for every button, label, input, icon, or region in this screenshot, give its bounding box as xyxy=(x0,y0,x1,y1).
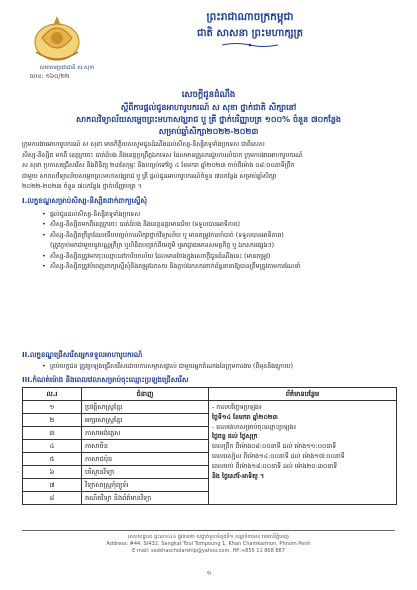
intro-line: ២០២២-២០២៣ ចំនួន ៧០កន្លែង ថ្នាក់បរិញ្ញាបត្រ ។ xyxy=(22,183,142,191)
schedule-table xyxy=(22,387,397,505)
list-item: • សិស្ស-និស្សិតក្រីក្រដែលទើបបញ្ចប់ការសិក្សាថ្នាក់វិទ្យាល័យ ឬ មានតម្រូវការចាំបាច់ (ទទួលបានអាទិភាព) xyxy=(42,231,284,239)
organization-logo-icon xyxy=(30,8,84,66)
notice-subtitle-1: ស្តីពីការផ្តល់ជូនអាហារូបករណ៍ ស សុខា ថ្នាក់ជាតិ សិក្សានៅ xyxy=(120,103,297,112)
reference-number: លេខ: ១៦០/២២ xyxy=(30,73,70,80)
footer-contact: E-mail: ssokhascholarship@yahoo.com, HP:+855 11 868 887 xyxy=(132,548,285,554)
notice-subtitle-2: សាកលវិទ្យាល័យសម្តេចព្រះមហាសង្ឃរាជ បួ គ្រី ថ្នាក់បរិញ្ញាបត្រ ១០០% ចំនួន ៧០កន្លែង xyxy=(76,115,341,124)
page-number: ១ xyxy=(206,570,212,577)
organization-name: សមាគមប្រជាជាតិ ស សុខា xyxy=(39,65,95,71)
column-header: ព័ត៌មានបន្ថែម xyxy=(209,388,397,401)
intro-line: សិស្ស-និស្សិត មកពី ខេត្តក្រចេះ បាត់ដំបង និងខេត្តប្រព្រឹត្តឯកទេស ដែលមានគ្រួសារជួបការលំបាក ក្រុមការងារអាហារូបករណ៍ xyxy=(22,151,303,159)
table-row: ៧ វិទ្យាសាស្ត្រកុំព្យូទ័រ xyxy=(23,479,397,492)
column-header: ល.រ xyxy=(23,388,82,401)
kingdom-heading: ព្រះរាជាណាចក្រកម្ពុជា xyxy=(206,11,294,23)
list-item: • សិស្ស-និស្សិតមកពីខេត្តក្រចេះ បាត់ដំបង និងខេត្តឧត្តរមានជ័យ (ទទួលបានអាទិភាព) xyxy=(42,221,241,229)
table-row: ៣ ភាសាអង់គ្លេស xyxy=(23,427,397,440)
intro-line: ស សុខា ប្រកាសជ្រើសរើស និងពិនិត្យ ២៣ខែកុម្ភៈ និងបញ្ចប់ទៅថ្ងៃ ៤ ខែមករា ឆ្នាំ២០២៣ ចាប់ពីម៉ោង ០៨:០០នាទីព្រឹក xyxy=(22,162,295,170)
table-row: ១ ប្រវត្តិសាស្ត្រខ្មែរ - កាលបរិច្ឆេទប្រឡង៖ ថ្ងៃទី១៤ ខែមករា ឆ្នាំ២០២៣ - ពេលវេលាសម្រាប់ចុះឈ្មោះប្រឡង៖ ថ្ងៃចន្ទ ដល់ ថ្ងៃសុក្រ ពេលព្រឹក ពីម៉ោង០៨:០០នាទី ដល់ ម៉ោង១១:០០នាទី ពេលរសៀល ពីម៉ោង១៤:០០នាទី ដល់ ម៉ោង១៧:០០នាទី ពេលយប់ ពីម៉ោង១៨:០០នាទី ដល់ ម៉ោង២០:៣០នាទី និង ថ្ងៃសៅរ៍-អាទិត្យ ។ xyxy=(23,401,397,414)
table-header-row xyxy=(23,388,397,401)
list-item: (ត្រូវភ្ជាប់មកជាមួយនូវបណ្ណក្រីក្រ ឬលិខិតបញ្ជាក់ពីមេភូមិ ឬអាជ្ញាធរមានសមត្ថកិច្ច ឬ ឯកសារផ្សេងៗ) xyxy=(50,242,275,250)
notice-subtitle-3: សម្រាប់ឆ្នាំសិក្សា២០២២-២០២៣ xyxy=(158,127,259,136)
selection-list xyxy=(42,362,394,372)
criteria-list xyxy=(42,210,394,272)
section-heading-schedule: III.កំណត់ម៉ោង និងពេលវេលាសម្រាប់ចុះឈ្មោះប្រឡងជ្រើសរើស xyxy=(22,376,189,384)
list-item: • គ្រប់បេក្ខជន ត្រូវប្រឡងជ្រើសរើសដោយការសម្ភាសផ្ទាល់ ជាមួយអ្នកតំណាងនៃក្រុមការងារ (ពីមុននិងក្រោយ) xyxy=(42,363,294,370)
notice-title: សេចក្តីជូនដំណឹង xyxy=(181,90,236,100)
list-item: • សិស្ស-និស្សិតត្រូវបំពេញពាក្យស្នើសុំនិងតម្រូវឯកសារ និងភ្ជាប់ឯកសារពាក់ព័ន្ធនានាឱ្យបានត្រឹមត្រូវតាមការណែនាំ xyxy=(42,263,301,271)
intro-line: ក្រុមការងារអាហារូបករណ៍ ស សុខា មានកិត្តិយសសូមជូនដំណឹងដល់សិស្ស-និស្សិតទូទាំងប្រទេស ជាពិសេស xyxy=(22,141,265,148)
footer-divider xyxy=(22,530,395,531)
list-item: • សិស្ស-និស្សិតត្រូវមកចុះឈ្មោះនៅការិយាល័យ ដែលមានចែងក្នុងសេចក្តីជូនដំណឹងនេះ (មានតម្រូវ) xyxy=(42,252,271,260)
table-row: ៥ ភាសាជប៉ុន xyxy=(23,453,397,466)
table-row: ៦ បរិស្ថានវិទ្យា xyxy=(23,466,397,479)
table-row: ២ អក្សរសាស្ត្រខ្មែរ xyxy=(23,414,397,427)
intro-line: ជាមួយ សាកលវិទ្យាល័យសម្តេចព្រះមហាសង្ឃរាជ បួ គ្រី ផ្តល់ជូនអាហារូបករណ៍ចំនួន ៧០កន្លែង សម្រាប់ឆ្នាំសិក្សា xyxy=(22,172,277,180)
section-heading-criteria: I.លក្ខខណ្ឌសម្រាប់សិស្ស-និស្សិតដាក់ពាក្យស្នើសុំ xyxy=(22,197,148,205)
column-header: ជំនាញ xyxy=(82,388,209,401)
table-row: ៤ ភាសាចិន xyxy=(23,440,397,453)
national-motto: ជាតិ សាសនា ព្រះមហាក្សត្រ xyxy=(197,28,303,39)
intro-paragraph xyxy=(22,140,394,193)
table-row: ៨ គណិតវិទ្យា និងព័ត៌មានវិទ្យា xyxy=(23,492,397,505)
list-item: • ផ្តល់ជូនដល់សិស្ស-និស្សិតទូទាំងប្រទេស xyxy=(42,211,141,218)
ornament-divider-icon xyxy=(222,42,278,48)
exam-info-cell: - កាលបរិច្ឆេទប្រឡង៖ ថ្ងៃទី១៤ ខែមករា ឆ្នាំ២០២៣ - ពេលវេលាសម្រាប់ចុះឈ្មោះប្រឡង៖ ថ្ងៃចន្ទ ដល់ ថ្ងៃសុក្រ ពេលព្រឹក ពីម៉ោង០៨:០០នាទី ដល់ ម៉ោង១១:០០នាទី ពេលរសៀល ពីម៉ោង១៤:០០នាទី ដល់ ម៉ោង១៧:០០នាទី ពេលយប់ ពីម៉ោង១៨:០០នាទី ដល់ ម៉ោង២០:៣០នាទី និង ថ្ងៃសៅរ៍-អាទិត្យ ។ xyxy=(209,401,397,505)
footer-address-english: Address: #44, St432, Sangkat Toul Tompoung 1, Khan Chamkarmon, Phnom Penh xyxy=(106,541,311,547)
section-heading-selection: II.លក្ខខណ្ឌជ្រើសរើសអ្នកទទួលអាហារូបករណ៍ xyxy=(22,351,143,359)
footer-address-khmer: អាសយដ្ឋាន៖ ផ្ទះលេខ៤៤ ផ្លូវ៣៣២ សង្កាត់ទួលទំពូងទី១ ខណ្ឌចំការមន រាជធានីភ្នំពេញ xyxy=(128,534,289,540)
